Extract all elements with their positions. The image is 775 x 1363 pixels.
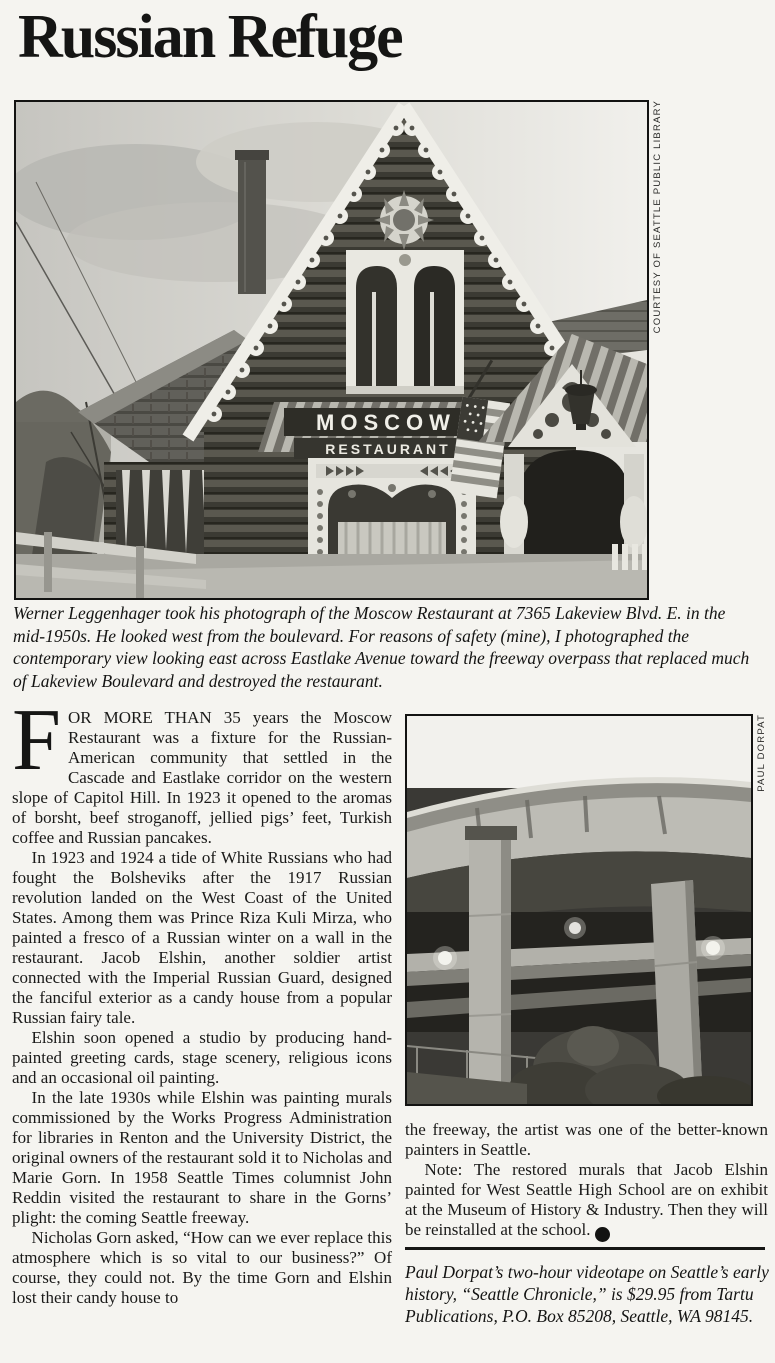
freeway-overpass-photo — [405, 714, 753, 1106]
paragraph: the freeway, the artist was one of the better-known painters in Seattle. — [405, 1120, 768, 1159]
paragraph-text: OR MORE THAN 35 years the Moscow Restaurant was a fixture for the Russian-American community that settled in the Cascade and Eastlake corridor on the western slope of Capitol Hill. In 1923 it opened to the aromas of borsht, beef stroganoff, jellied pigs’ feet, Turkish coffee and Russian pancakes. — [12, 708, 392, 847]
freeway-overpass-illustration — [407, 716, 751, 1104]
gable-windows — [346, 250, 464, 394]
paragraph: Elshin soon opened a studio by producing hand-painted greeting cards, stage scenery, religious icons and an occasional oil painting. — [12, 1028, 392, 1087]
sign-text-moscow: MOSCOW — [316, 410, 456, 435]
paragraph: Nicholas Gorn asked, “How can we ever replace this atmosphere which is so vital to our business?” Of course, they could not. By the time Gorn and Elshin lost their candy house to — [12, 1228, 392, 1307]
photo1-credit: COURTESY OF SEATTLE PUBLIC LIBRARY — [652, 100, 663, 334]
chimney — [235, 150, 269, 294]
paragraph-text: Note: The restored murals that Jacob Elshin painted for West Seattle High School are on exhibit at the Museum of History & Industry. Then they will be reinstalled at the school. — [405, 1160, 768, 1239]
sky — [407, 716, 751, 788]
drop-cap: F — [12, 692, 61, 789]
end-mark: P — [595, 1227, 610, 1242]
videotape-footnote: Paul Dorpat’s two-hour videotape on Seattle’s early history, “Seattle Chronicle,” is $29.95 from Tartu Publications, P.O. Box 85208, Seattle, WA 98145. — [405, 1262, 769, 1326]
page-title: Russian Refuge — [18, 3, 402, 71]
moscow-restaurant-photo — [14, 100, 649, 600]
paragraph — [12, 692, 392, 848]
paragraph: In the late 1930s while Elshin was painting murals commissioned by the Works Progress Administration for libraries in Renton and the University District, the original owners of the restaurant sold it to Nicholas and Marie Gorn. In 1958 Seattle Times columnist John Reddin visited the restaurant to share in the Gorns’ plight: the coming Seattle freeway. — [12, 1088, 392, 1227]
photo2-credit: PAUL DORPAT — [756, 714, 767, 792]
moscow-restaurant-illustration — [16, 102, 647, 598]
article-right-column — [405, 1120, 768, 1242]
photo-caption: Werner Leggenhager took his photograph of the Moscow Restaurant at 7365 Lakeview Blvd. E. in the mid-1950s. He looked west from the boulevard. For reasons of safety (mine), I photographed the contemporary view looking east across Eastlake Avenue toward the freeway overpass that replaced much of Lakeview Boulevard and destroyed the restaurant. — [13, 603, 750, 691]
sign-text-restaurant: RESTAURANT — [325, 441, 451, 457]
paragraph: In 1923 and 1924 a tide of White Russians who had fought the Bolsheviks after the 1917 Russian revolution landed on the West Coast of the United States. Among them was Prince Riza Kuli Mirza, who painted a fresco of a Russian winter on a wall in the restaurant. Jacob Elshin, another soldier artist connected with the Imperial Russian Guard, designed the fanciful exterior as a candy house from a popular Russian fairy tale. — [12, 848, 392, 1027]
paragraph — [405, 1160, 768, 1242]
column-divider-rule — [405, 1247, 765, 1250]
article-left-column — [12, 692, 392, 1308]
concrete-pillar-left — [465, 826, 517, 1104]
